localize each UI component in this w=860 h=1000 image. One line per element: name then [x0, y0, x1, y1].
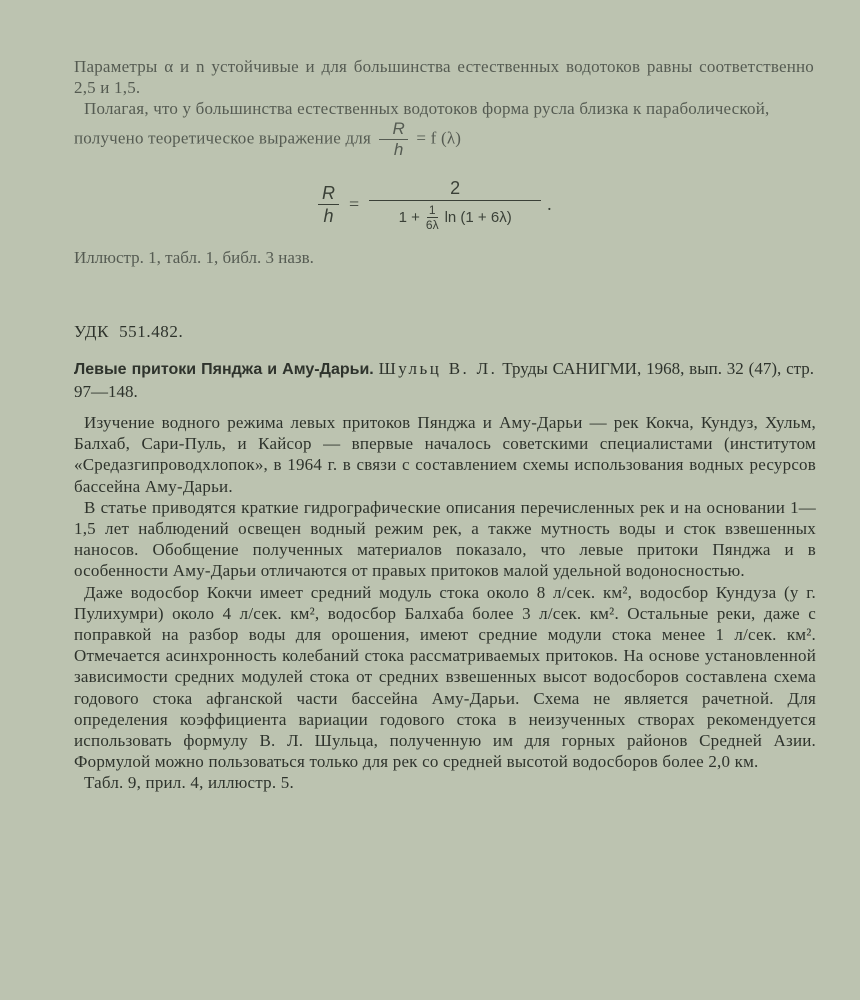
formula-rhs-numerator: 2: [369, 176, 541, 201]
abstract-paragraph-2: В статье приводятся краткие гидрографические описания перечисленных рек и на основании 1—1,5 лет наблюдений освещен водный режим рек, а также мутность воды и сток взвешенных наносов. Обобщение полученных материалов показало, что левые притоки Пянджа и в особенности Аму-Дарьи отличаются от правых притоков малой удельной водоносностью.: [74, 497, 816, 581]
assumption-text: Полагая, что у большинства естественных водотоков форма русла близка к параболической, получено теоретическое выражение для: [74, 99, 770, 148]
assumption-paragraph: [74, 98, 834, 160]
inline-fraction-denominator: h: [393, 140, 404, 159]
inline-function: = f (λ): [416, 128, 462, 148]
formula-lhs-numerator: R: [318, 182, 339, 205]
abstract: [74, 412, 816, 794]
article-title: Левые притоки Пянджа и Аму-Дарьи.: [74, 361, 374, 378]
small-fraction-denominator: 6λ: [425, 218, 439, 232]
den-small-fraction: [426, 203, 439, 232]
den-one-plus: 1 +: [398, 209, 420, 226]
formula-rhs-denominator: [399, 201, 512, 232]
udk-line: [74, 322, 183, 342]
top-fragment: [74, 56, 814, 98]
abstract-paragraph-1: Изучение водного режима левых притоков Пянджа и Аму-Дарьи — рек Кокча, Кундуз, Хульм, Балхаб, Сари-Пуль, и Кайсор — впервые началось советскими специалистами (институтом «Средазгипроводхлопок», в 1964 г. в связи с составлением схемы использования водных ресурсов бассейна Аму-Дарьи.: [74, 413, 816, 496]
article-author: Шульц В. Л.: [378, 359, 498, 378]
small-fraction-numerator: 1: [428, 203, 436, 217]
abstract-tail-note: Табл. 9, прил. 4, иллюстр. 5.: [84, 773, 294, 793]
inline-fraction: [379, 119, 407, 160]
parameters-paragraph: Параметры α и n устойчивые и для большинства естественных водотоков равны соответственно 2,5 и 1,5.: [74, 57, 814, 97]
formula-lhs-denominator: h: [323, 205, 334, 226]
inline-fraction-numerator: R: [379, 119, 407, 140]
udk-label: УДК: [74, 322, 110, 341]
formula-period: .: [547, 193, 552, 214]
top-illustrations-note: Иллюстр. 1, табл. 1, библ. 3 назв.: [74, 248, 314, 267]
article-source: Труды САНИГМИ, 1968, вып. 32 (47), стр. 97—148.: [74, 359, 815, 401]
formula-rhs: [369, 176, 541, 232]
formula-lhs: [318, 182, 339, 227]
udk-code: 551.482.: [119, 322, 184, 341]
formula-equals: =: [349, 193, 360, 214]
den-ln-term: ln (1 + 6λ): [444, 209, 512, 226]
abstract-paragraph-3: Даже водосбор Кокчи имеет средний модуль стока около 8 л/сек. км², водосбор Кундуза (у г. Пулихумри) около 4 л/сек. км², водосбор Балхаба более 3 л/сек. км². Остальные реки, даже с поправкой на разбор воды для орошения, имеют средние модули стока менее 1 л/сек. км². Отмечается асинхронность колебаний стока рассматриваемых притоков. На основе установленной зависимости средних модулей стока от средних взвешенных высот водосборов составлена схема годового стока афганской части бассейна Аму-Дарьи. Схема не является рачетной. Для определения коэффициента вариации годового стока в неизученных створах рекомендуется использовать формулу В. Л. Шульца, полученную им для горных районов Средней Азии. Формулой можно пользоваться только для рек со средней высотой водосборов более 2,0 км.: [74, 582, 816, 772]
display-formula: [318, 176, 552, 232]
citation: [74, 358, 814, 403]
